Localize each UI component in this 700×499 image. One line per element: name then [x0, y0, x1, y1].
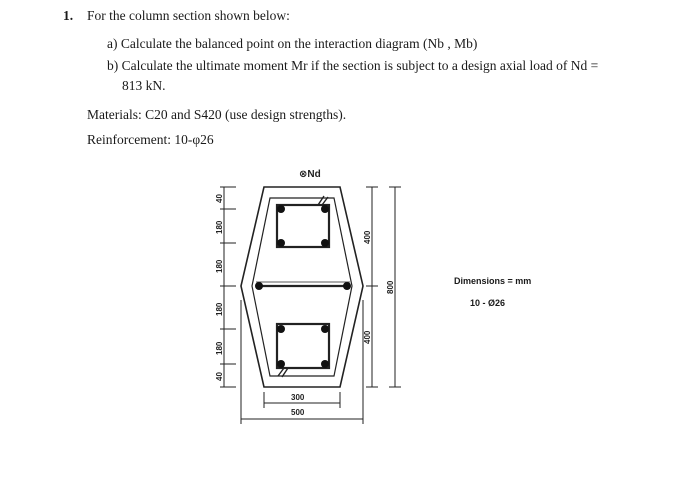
question-number: 1.	[63, 8, 74, 23]
load-label: ⊗Nd	[299, 169, 321, 180]
dim-left-2: 180	[215, 220, 224, 234]
dim-left-1: 40	[215, 194, 224, 203]
rebar	[321, 239, 329, 247]
part-a-text: a) Calculate the balanced point on the interaction diagram (Nb , Mb)	[107, 36, 478, 51]
lower-tie	[277, 324, 329, 368]
right-dimensions	[366, 187, 401, 387]
bar-note: 10 - Ø26	[470, 298, 506, 308]
dim-300: 300	[291, 393, 305, 402]
rebar	[321, 205, 329, 213]
dim-left-6: 40	[215, 372, 224, 381]
dim-800: 800	[386, 280, 395, 294]
reinforcement-text: Reinforcement: 10-φ26	[87, 132, 214, 147]
dim-left-4: 180	[215, 302, 224, 316]
dim-400-top: 400	[363, 230, 372, 244]
upper-tie	[277, 205, 329, 247]
rebar	[277, 360, 285, 368]
rebar	[321, 360, 329, 368]
rebar	[277, 205, 285, 213]
part-b-text: b) Calculate the ultimate moment Mr if the section is subject to a design axial load of Nd =	[107, 58, 599, 73]
left-dimension-chain	[220, 187, 236, 387]
bottom-dimensions	[241, 300, 363, 424]
dim-left-5: 180	[215, 341, 224, 355]
part-b-continuation: 813 kN.	[122, 78, 166, 93]
dim-500: 500	[291, 408, 305, 417]
dim-left-3: 180	[215, 259, 224, 273]
rebar	[255, 282, 263, 290]
rebar	[321, 325, 329, 333]
question-prompt: For the column section shown below:	[87, 8, 290, 23]
dimensions-note: Dimensions = mm	[454, 276, 532, 286]
rebar	[277, 325, 285, 333]
dim-400-bottom: 400	[363, 330, 372, 344]
rebar	[343, 282, 351, 290]
materials-text: Materials: C20 and S420 (use design strengths).	[87, 107, 347, 122]
rebar	[277, 239, 285, 247]
tie-hook-icon	[318, 196, 328, 205]
